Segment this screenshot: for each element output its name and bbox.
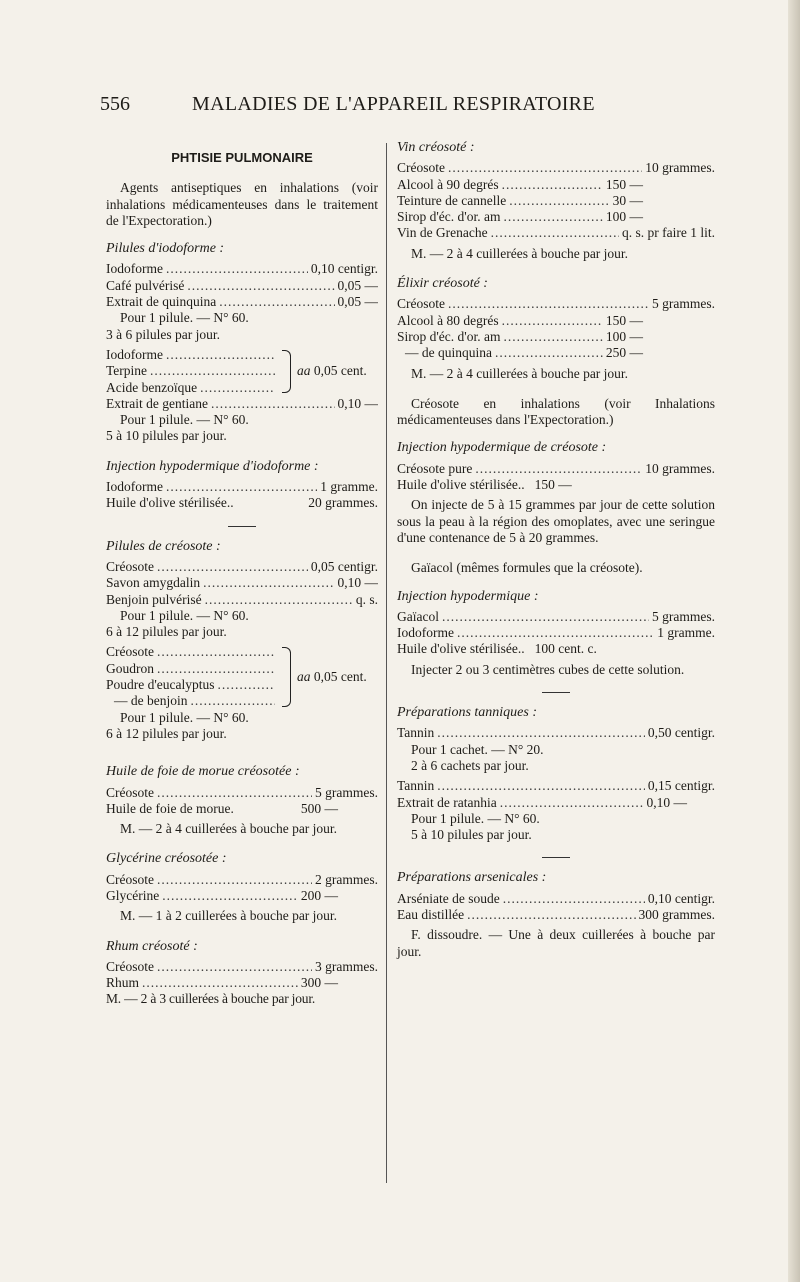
ingredient-row [397, 795, 715, 811]
dose-value: 0,05 cent. [313, 363, 367, 379]
leader-dots [503, 329, 602, 345]
recipe-title: Élixir créosoté : [397, 276, 488, 292]
brace [282, 350, 291, 393]
pilules-creosote [106, 539, 378, 743]
glycerine-creosotee [106, 851, 378, 924]
separator [228, 526, 256, 527]
ingredient-row [106, 644, 278, 660]
ingredient-dose: 10 grammes. [645, 160, 715, 176]
ingredient-row [397, 313, 715, 329]
ingredient-row [397, 296, 715, 312]
ingredient-dose: 0,10 — [337, 395, 378, 411]
recipe-title: Injection hypodermique d'iodoforme : [106, 458, 319, 474]
leader-dots [157, 785, 312, 801]
ingredient-name: Alcool à 80 degrés [397, 312, 499, 328]
recipe-title: Vin créosoté : [397, 140, 475, 155]
ingredient-name: Sirop d'éc. d'or. am [397, 209, 501, 225]
leader-dots [509, 193, 609, 209]
ingredient-name: Café pulvérisé [106, 277, 185, 293]
ingredient-row [397, 225, 715, 241]
ingredient-dose: 0,10 centigr. [647, 890, 715, 906]
ingredient-group [106, 644, 378, 709]
aa-mark: aa [297, 668, 311, 684]
preparations-arsenicales [397, 870, 715, 959]
recipe-title: Injection hypodermique de créosote : [397, 440, 607, 456]
leader-dots [157, 559, 308, 575]
ingredient-row [106, 380, 278, 396]
left-column [106, 140, 378, 1022]
preparations-tanniques [397, 705, 715, 843]
dosage-note: Pour 1 cachet. — N° 20. [411, 741, 544, 757]
injection-creosote [397, 440, 715, 546]
leader-dots [503, 891, 645, 907]
ingredient-dose: 300 grammes. [638, 906, 715, 922]
ingredient-dose: 100 cent. c. [534, 641, 597, 657]
ingredient-row [397, 891, 715, 907]
leader-dots [191, 693, 276, 709]
ingredient-row [106, 693, 278, 709]
rhum-creosote [106, 939, 378, 1008]
leader-dots [495, 345, 603, 361]
ingredient-name: Iodoforme [106, 479, 163, 495]
elixir-creosote [397, 276, 715, 382]
ingredient-name: — de benjoin [114, 693, 188, 709]
gaiacol-paragraph: Gaïacol (mêmes formules que la créosote). [411, 560, 643, 576]
ingredient-name: — de quinquina [405, 345, 492, 361]
ingredient-row [397, 477, 715, 493]
ingredient-row [106, 661, 278, 677]
leader-dots [200, 380, 275, 396]
ingredient-name: Savon amygdalin [106, 575, 201, 591]
leader-dots [448, 296, 649, 312]
ingredient-row [106, 872, 378, 888]
ingredient-name: Goudron [106, 660, 154, 676]
ingredient-dose: 500 — [300, 800, 338, 816]
leader-dots [437, 725, 645, 741]
vin-creosote [397, 140, 715, 262]
recipe-title: Huile de foie de morue créosotée : [106, 764, 300, 780]
ingredient-row [106, 677, 278, 693]
leader-dots [166, 261, 308, 277]
leader-dots [219, 294, 334, 310]
ingredient-row [397, 609, 715, 625]
ingredient-row [106, 495, 378, 511]
ingredient-row [397, 461, 715, 477]
leader-dots [502, 177, 603, 193]
leader-dots [211, 396, 335, 412]
leader-dots [491, 225, 619, 241]
ingredient-dose: 250 — [605, 345, 643, 361]
ingredient-dose: 0,05 centigr. [310, 558, 378, 574]
ingredient-row [106, 888, 378, 904]
ingredient-name: Créosote [106, 558, 154, 574]
leader-dots [442, 609, 649, 625]
dosage-note: 2 à 6 cachets par jour. [411, 757, 529, 773]
ingredient-name: Terpine [106, 363, 148, 379]
ingredient-dose: 5 grammes. [652, 296, 715, 312]
injection-gaiacol [397, 589, 715, 678]
section-title: PHTISIE PULMONAIRE [171, 150, 313, 165]
ingredient-row [106, 959, 378, 975]
dosage-note: Pour 1 pilule. — N° 60. [120, 709, 249, 725]
ingredient-row [397, 725, 715, 741]
dosage-note: 6 à 12 pilules par jour. [106, 725, 227, 741]
ingredient-dose: q. s. [355, 591, 378, 607]
ingredient-name: Eau distillée [397, 906, 465, 922]
leader-dots [457, 625, 654, 641]
ingredient-dose: 0,50 centigr. [647, 725, 715, 741]
right-column [397, 140, 715, 974]
ingredient-dose: 0,10 — [646, 794, 687, 810]
ingredient-dose: 2 grammes. [315, 871, 378, 887]
ingredient-dose: 150 — [605, 312, 643, 328]
ingredient-dose: 30 — [612, 192, 643, 208]
separator [542, 857, 570, 858]
ingredient-name: Créosote [106, 644, 154, 660]
leader-dots [467, 907, 635, 923]
ingredient-dose: 0,10 centigr. [310, 261, 378, 277]
dosage-note: M. — 2 à 4 cuillerées à bouche par jour. [120, 821, 338, 837]
leader-dots [150, 363, 275, 379]
ingredient-name: Alcool à 90 degrés [397, 176, 499, 192]
ingredient-row [106, 592, 378, 608]
ingredient-name: Vin de Grenache [397, 225, 488, 241]
leader-dots [448, 160, 642, 176]
leader-dots [205, 592, 353, 608]
ingredient-dose: 150 — [605, 176, 643, 192]
ingredient-row [397, 177, 715, 193]
group-dose [297, 363, 367, 379]
ingredient-dose: 3 grammes. [315, 958, 378, 974]
inhalation-paragraph: Créosote en inhalations (voir Inhalations médicamenteuses dans l'Expectoration.) [397, 395, 715, 428]
group-dose [297, 669, 367, 685]
dosage-note: Pour 1 pilule. — N° 60. [411, 810, 540, 826]
dosage-note: M. — 2 à 3 cuillerées à bouche par jour. [106, 991, 316, 1007]
ingredient-row [397, 160, 715, 176]
aa-mark: aa [297, 363, 311, 379]
ingredient-name: Iodoforme [106, 261, 163, 277]
ingredient-dose: q. s. pr faire 1 lit. [622, 225, 715, 241]
ingredient-name: Tannin [397, 778, 435, 794]
ingredient-name: Huile d'olive stérilisée.. [397, 477, 525, 493]
ingredient-name: Benjoin pulvérisé [106, 591, 202, 607]
leader-dots [437, 778, 645, 794]
recipe-title: Pilules de créosote : [106, 538, 221, 554]
ingredient-name: Extrait de quinquina [106, 294, 217, 310]
ingredient-row [106, 559, 378, 575]
ingredient-row [397, 778, 715, 794]
ingredient-name: Sirop d'éc. d'or. am [397, 328, 501, 344]
leader-dots [503, 209, 602, 225]
recipe-title: Glycérine créosotée : [106, 851, 227, 867]
leader-dots [157, 644, 275, 660]
ingredient-row [397, 625, 715, 641]
leader-dots [218, 677, 275, 693]
ingredient-group [106, 347, 378, 396]
dosage-note: 5 à 10 pilules par jour. [411, 827, 532, 843]
leader-dots [157, 661, 275, 677]
ingredient-name: Créosote pure [397, 460, 473, 476]
ingredient-row [106, 801, 378, 817]
ingredient-row [106, 261, 378, 277]
recipe-title: Rhum créosoté : [106, 938, 198, 954]
ingredient-name: Créosote [397, 296, 445, 312]
leader-dots [166, 479, 317, 495]
ingredient-name: Créosote [106, 871, 154, 887]
ingredient-name: Gaïacol [397, 608, 439, 624]
page-number: 556 [100, 93, 130, 115]
dosage-note: Pour 1 pilule. — N° 60. [120, 412, 249, 428]
ingredient-name: Créosote [106, 958, 154, 974]
leader-dots [142, 975, 298, 991]
dosage-note: 6 à 12 pilules par jour. [106, 624, 227, 640]
ingredient-name: Extrait de gentiane [106, 395, 208, 411]
ingredient-name: Iodoforme [106, 346, 163, 362]
column-divider [386, 143, 387, 1183]
ingredient-dose: 5 grammes. [315, 784, 378, 800]
dosage-note: M. — 2 à 4 cuillerées à bouche par jour. [411, 245, 629, 261]
leader-dots [502, 313, 603, 329]
ingredient-dose: 0,15 centigr. [647, 778, 715, 794]
ingredient-row [106, 785, 378, 801]
ingredient-dose: 1 gramme. [657, 625, 715, 641]
ingredient-row [106, 294, 378, 310]
pilules-iodoforme [106, 241, 378, 445]
dosage-note: Pour 1 pilule. — N° 60. [120, 310, 249, 326]
ingredient-dose: 20 grammes. [308, 495, 378, 511]
ingredient-dose: 200 — [300, 887, 338, 903]
dosage-note: F. dissoudre. — Une à deux cuillerées à bouche par jour. [397, 927, 715, 959]
ingredient-row [397, 907, 715, 923]
leader-dots [166, 347, 275, 363]
leader-dots [157, 872, 312, 888]
ingredient-row [397, 641, 715, 657]
dosage-note: On injecte de 5 à 15 grammes par jour de cette solution sous la peau à la région des omoplates, avec une seringue d'une contenance de 5 à 20 grammes. [397, 497, 715, 545]
page-edge [788, 0, 800, 1282]
intro-paragraph: Agents antiseptiques en inhalations (voir inhalations médicamenteuses dans le traitement de l'Expectoration.) [106, 180, 378, 228]
leader-dots [500, 795, 644, 811]
ingredient-row [106, 347, 278, 363]
ingredient-dose: 0,05 — [337, 277, 378, 293]
ingredient-name: Poudre d'eucalyptus [106, 677, 215, 693]
recipe-title: Préparations arsenicales : [397, 870, 547, 886]
dose-value: 0,05 cent. [313, 668, 367, 684]
ingredient-dose: 150 — [534, 477, 572, 493]
ingredient-row [397, 345, 715, 361]
injection-iodoforme [106, 459, 378, 512]
ingredient-name: Créosote [397, 160, 445, 176]
running-title: MALADIES DE L'APPAREIL RESPIRATOIRE [192, 93, 595, 115]
leader-dots [475, 461, 642, 477]
ingredient-name: Créosote [106, 784, 154, 800]
brace [282, 647, 291, 706]
ingredient-row [106, 479, 378, 495]
dosage-note: 3 à 6 pilules par jour. [106, 326, 220, 342]
dosage-note: M. — 1 à 2 cuillerées à bouche par jour. [120, 908, 338, 924]
ingredient-dose: 0,05 — [337, 294, 378, 310]
ingredient-row [106, 975, 378, 991]
ingredient-dose: 5 grammes. [652, 608, 715, 624]
ingredient-name: Acide benzoïque [106, 379, 198, 395]
ingredient-name: Extrait de ratanhia [397, 794, 497, 810]
dosage-note: Pour 1 pilule. — N° 60. [120, 607, 249, 623]
leader-dots [157, 959, 312, 975]
ingredient-name: Huile d'olive stérilisée.. [397, 641, 525, 657]
dosage-note: Injecter 2 ou 3 centimètres cubes de cette solution. [411, 661, 685, 677]
ingredient-name: Arséniate de soude [397, 890, 500, 906]
ingredient-row [106, 396, 378, 412]
ingredient-name: Glycérine [106, 887, 160, 903]
ingredient-name: Tannin [397, 725, 435, 741]
ingredient-row [397, 193, 715, 209]
separator [542, 692, 570, 693]
recipe-title: Préparations tanniques : [397, 705, 537, 721]
leader-dots [162, 888, 298, 904]
ingredient-name: Huile de foie de morue. [106, 800, 234, 816]
running-header [0, 93, 800, 123]
ingredient-name: Rhum [106, 975, 140, 991]
ingredient-dose: 100 — [605, 209, 643, 225]
ingredient-name: Huile d'olive stérilisée.. [106, 495, 234, 511]
recipe-title: Pilules d'iodoforme : [106, 241, 225, 257]
ingredient-dose: 10 grammes. [645, 460, 715, 476]
leader-dots [203, 575, 334, 591]
dosage-note: 5 à 10 pilules par jour. [106, 428, 227, 444]
huile-foie-morue [106, 764, 378, 837]
ingredient-name: Iodoforme [397, 625, 454, 641]
recipe-title: Injection hypodermique : [397, 588, 539, 604]
leader-dots [187, 278, 334, 294]
ingredient-row [397, 329, 715, 345]
ingredient-dose: 100 — [605, 328, 643, 344]
ingredient-dose: 300 — [300, 975, 338, 991]
ingredient-dose: 0,10 — [337, 575, 378, 591]
dosage-note: M. — 2 à 4 cuillerées à bouche par jour. [411, 365, 629, 381]
ingredient-row [106, 575, 378, 591]
ingredient-row [106, 278, 378, 294]
ingredient-row [397, 209, 715, 225]
ingredient-row [106, 363, 278, 379]
ingredient-dose: 1 gramme. [320, 479, 378, 495]
ingredient-name: Teinture de cannelle [397, 192, 507, 208]
